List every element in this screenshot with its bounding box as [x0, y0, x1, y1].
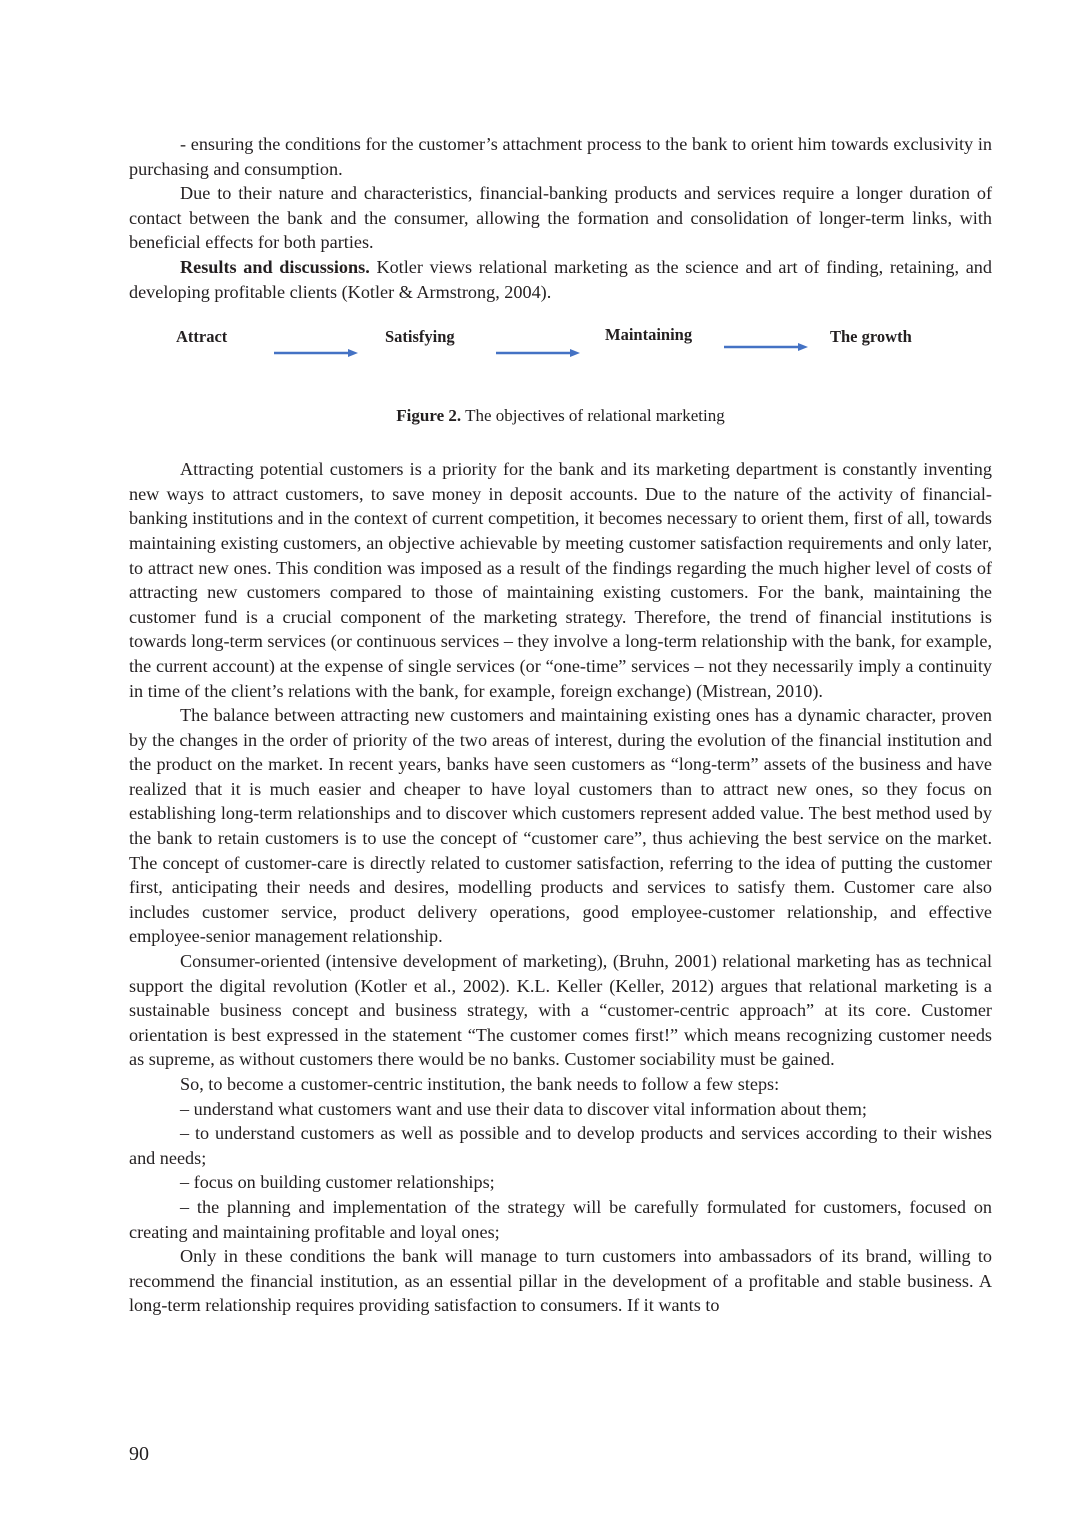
section-heading: Results and discussions. [180, 256, 370, 277]
step-satisfying: Satisfying [385, 327, 455, 347]
objectives-diagram [129, 322, 992, 384]
step-growth: The growth [830, 327, 912, 347]
results-paragraph [129, 255, 992, 304]
figure-caption-text: The objectives of relational marketing [461, 406, 725, 426]
arrow-right-icon [496, 348, 580, 358]
list-item: – to understand customers as well as possible and to develop products and services according to their wishes and needs; [129, 1123, 992, 1168]
arrow-right-icon [724, 342, 808, 352]
paragraph: Only in these conditions the bank will manage to turn customers into ambassadors of its brand, willing to recommend the financial institution, as an essential pillar in the development of a profitable and stable business. A long-term relationship requires providing satisfaction to consumers. If it wants to [129, 1246, 992, 1316]
paragraph: Due to their nature and characteristics, financial-banking products and services require a longer duration of contact between the bank and the consumer, allowing the formation and consolidation of longer-term links, with beneficial effects for both parties. [129, 183, 992, 253]
arrow-right-icon [274, 348, 358, 358]
step-maintaining: Maintaining [605, 325, 693, 345]
figure-label: Figure 2. [396, 406, 462, 426]
list-item: – focus on building customer relationships; [180, 1172, 495, 1193]
paragraph: Attracting potential customers is a priority for the bank and its marketing department is constantly inventing new ways to attract customers, to save money in deposit accounts. Due to the nature of the activity of financial-banking institutions and in the context of current competition, it becomes necessary to orient them, first of all, towards maintaining existing customers, an objective achievable by meeting customer satisfaction requirements and only later, to attract new ones. This condition was imposed as a result of the findings regarding the much higher level of costs of attracting new customers compared to those of maintaining existing customers. For the bank, maintaining the customer fund is a crucial component of the marketing strategy. Therefore, the trend of financial institutions is towards long-term services (or continuous services – they involve a long-term relationship with the bank, for example, the current account) at the expense of single services (or “one-time” services – not they necessarily imply a continuity in time of the client’s relations with the bank, for example, foreign exchange) (Mistrean, 2010). [129, 459, 992, 701]
figure-caption [129, 406, 992, 426]
list-item: – understand what customers want and use their data to discover vital information about them; [180, 1098, 867, 1119]
paragraph: So, to become a customer-centric institution, the bank needs to follow a few steps: [180, 1074, 780, 1094]
paragraph: - ensuring the conditions for the customer’s attachment process to the bank to orient him towards exclusivity in purchasing and consumption. [129, 134, 992, 179]
paragraph: Consumer-oriented (intensive development of marketing), (Bruhn, 2001) relational marketing has as technical support the digital revolution (Kotler et al., 2002). K.L. Keller (Keller, 2012) argues that relational marketing is a sustainable business concept and business strategy, with a “customer-centric approach” at its core. Customer orientation is best expressed in the statement “The customer comes first!” which means recognizing customer needs as supreme, as without customers there would be no banks. Customer sociability must be gained. [129, 951, 992, 1070]
paragraph: The balance between attracting new customers and maintaining existing ones has a dynamic character, proven by the changes in the order of priority of the two areas of interest, during the evolution of the financial institution and the product on the market. In recent years, banks have seen customers as “long-term” assets of the business and have realized that it is much easier and cheaper to have loyal customers than to attract new ones, so they focus on establishing long-term relationships and to discover which customers represent added value. The best method used by the bank to retain customers is to use the concept of “customer care”, thus achieving the best service on the market. The concept of customer-care is directly related to customer satisfaction, referring to the idea of putting the customer first, anticipating their needs and desires, modelling products and services to satisfy them. Customer care also includes customer service, product delivery operations, good employee-customer relationship, and effective employee-senior management relationship. [129, 705, 992, 947]
results-text: Kotler views relational marketing as the science and art of finding, retaining, and developing profitable clients (Kotler & Armstrong, 2004). [129, 256, 992, 302]
page-content [129, 132, 992, 1318]
list-item: – the planning and implementation of the strategy will be carefully formulated for customers, focused on creating and maintaining profitable and loyal ones; [129, 1196, 992, 1242]
page-number: 90 [129, 1443, 149, 1465]
step-attract: Attract [176, 327, 228, 347]
